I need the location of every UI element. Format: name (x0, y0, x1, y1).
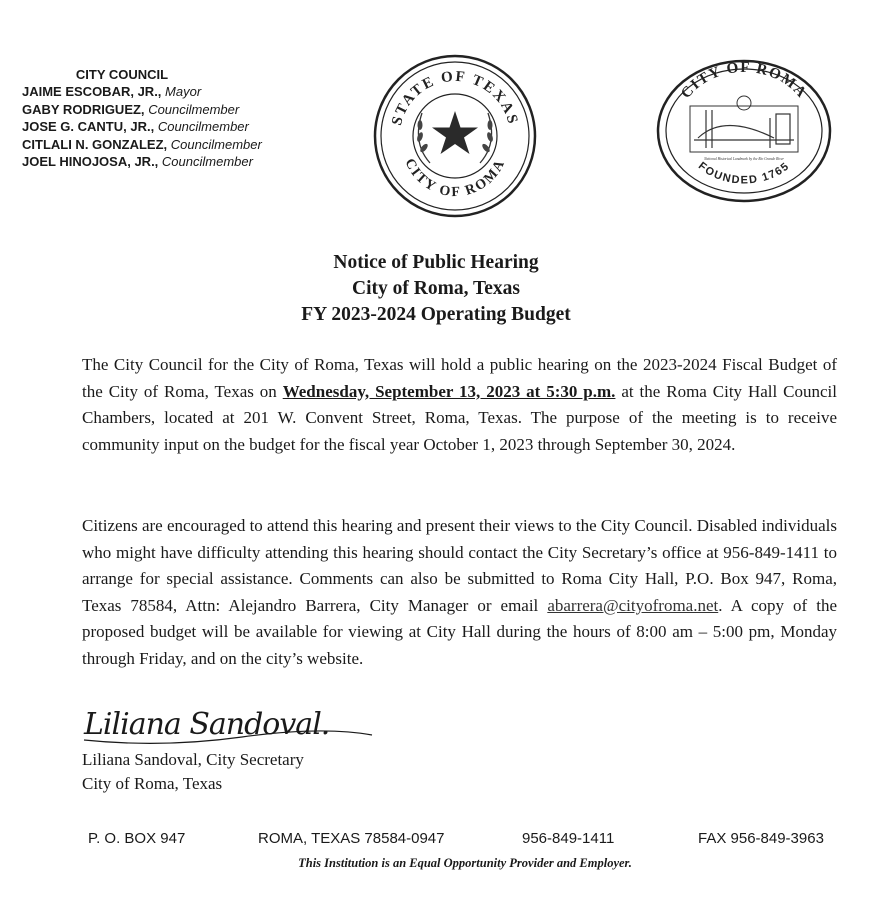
member-role: Councilmember (157, 119, 249, 135)
title-line-2: City of Roma, Texas (352, 278, 520, 299)
signatory-org: City of Roma, Texas (82, 774, 223, 793)
council-member (22, 118, 322, 135)
title-line-1: Notice of Public Hearing (333, 252, 539, 273)
member-role: Councilmember (148, 101, 240, 117)
city-council-list (22, 66, 322, 170)
member-role: Mayor (165, 84, 202, 100)
email-link[interactable]: abarrera@cityofroma.net (547, 595, 719, 615)
city-seal-bottom-text: FOUNDED 1765 (695, 159, 793, 187)
council-member (22, 83, 322, 100)
hearing-text-end: at the Roma City Hall Council Chambers, located at 201 W. Convent Street, Roma, Texas. The purpose of the meeting is to receive community input on the budget for the fiscal year October 1, 2023 through September 30, 2024. (82, 381, 837, 454)
hearing-paragraph (82, 352, 837, 458)
footer-po-box: P. O. BOX 947 (88, 830, 186, 847)
member-role: Councilmember (170, 136, 262, 152)
notice-title (0, 250, 872, 328)
signature-block (82, 748, 304, 796)
svg-text:FOUNDED 1765 (696, 160, 792, 187)
council-member (22, 101, 322, 118)
member-name: JOSE G. CANTU, JR., (22, 119, 155, 135)
state-seal-bottom-text: CITY OF ROMA (401, 156, 509, 201)
footer-phone: 956-849-1411 (522, 830, 615, 847)
title-line-3: FY 2023-2024 Operating Budget (301, 304, 571, 325)
council-member (22, 136, 322, 153)
footer-address: ROMA, TEXAS 78584-0947 (258, 830, 445, 847)
signatory-name: Liliana Sandoval, City Secretary (82, 750, 304, 769)
city-council-heading: CITY COUNCIL (75, 67, 169, 82)
member-name: JOEL HINOJOSA, JR., (22, 154, 159, 170)
citizens-paragraph (82, 513, 837, 673)
equal-opportunity-statement: This Institution is an Equal Opportunity Provider and Employer. (298, 856, 632, 870)
city-seal-top-text: CITY OF ROMA (678, 59, 810, 102)
member-name: CITLALI N. GONZALEZ, (22, 136, 168, 152)
member-name: GABY RODRIGUEZ, (22, 101, 145, 117)
hearing-date: Wednesday, September 13, 2023 at 5:30 p.m. (282, 381, 616, 401)
state-seal-top-text: STATE OF TEXAS (389, 68, 521, 128)
signature-script-text: Liliana Sandoval. (84, 707, 330, 742)
footer-fax: FAX 956-849-3963 (698, 830, 824, 847)
citizens-text-end: . A copy of the proposed budget will be available for viewing at City Hall during the hours of 8:00 am – 5:00 pm, Monday through Friday, and on the city’s website. (82, 595, 837, 668)
hearing-text-start: The City Council for the City of Roma, Texas will hold a public hearing on the 2023-2024 Fiscal Budget of the City of Roma, Texas on (82, 355, 837, 401)
citizens-text-start: Citizens are encouraged to attend this hearing and present their views to the City Council. Disabled individuals who might have difficulty attending this hearing should contact the City Secretary’s office at 956-849-1411 to arrange for special assistance. Comments can also be submitted to Roma City Hall, P.O. Box 947, Roma, Texas 78584, Attn: Alejandro Barrera, City Manager or email (82, 516, 837, 615)
member-name: JAIME ESCOBAR, JR., (22, 84, 162, 100)
handwritten-signature (82, 690, 382, 750)
member-role: Councilmember (161, 154, 253, 170)
city-seal-icon (654, 58, 834, 204)
council-member (22, 153, 322, 170)
state-seal-icon (372, 53, 538, 219)
city-seal-landmark-text: National Historical Landmark by the Rio Grande River (704, 157, 784, 161)
